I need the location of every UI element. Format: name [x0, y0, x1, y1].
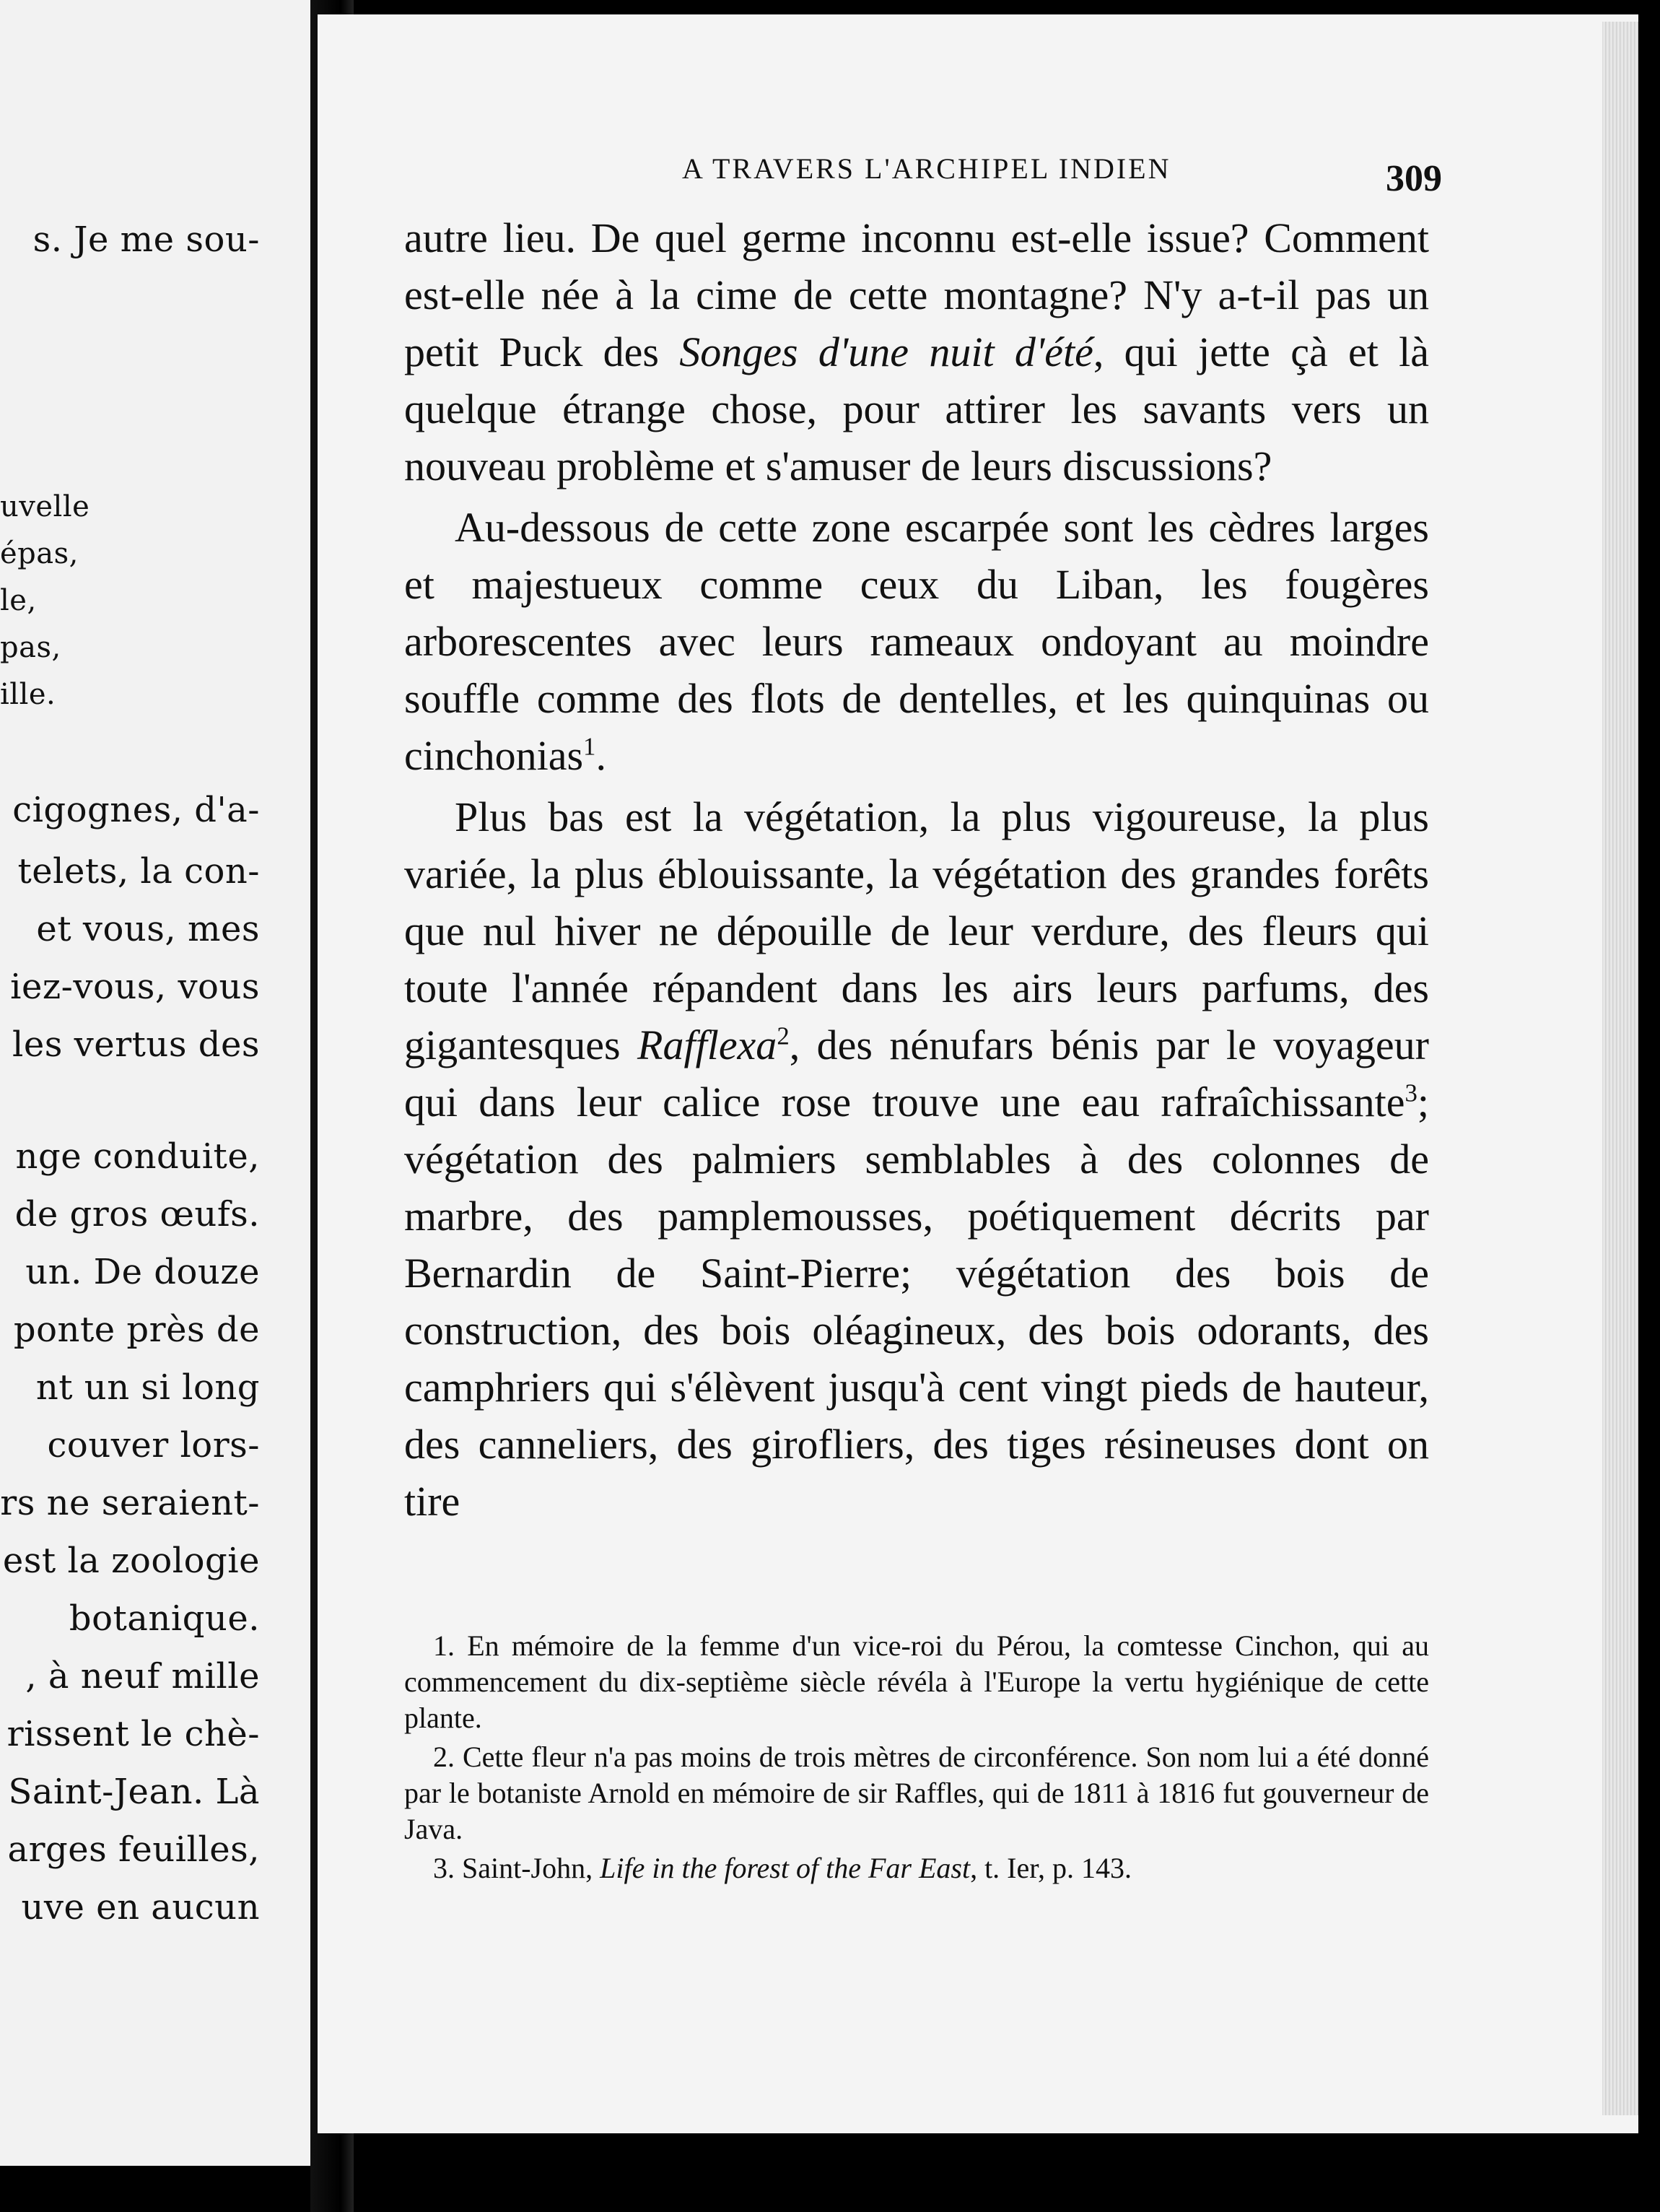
left-line: pas, [0, 631, 61, 664]
left-line: uvelle [0, 490, 90, 523]
italic-title: Songes d'une nuit d'été [679, 328, 1093, 375]
left-line: botanique. [69, 1598, 260, 1639]
text-run: Plus bas est la végétation, la plus vigoureuse, la plus variée, la plus éblouissante, la végétation des grandes forêts que nul hiver ne dépouille de leur verdure, des fleurs qui toute l'année répandent dans les airs leurs parfums, des gigantesques [404, 793, 1429, 1068]
left-page [0, 0, 310, 2166]
paragraph-2 [404, 499, 1429, 784]
left-line: de gros œufs. [14, 1194, 260, 1235]
left-line: Saint-Jean. Là [8, 1772, 260, 1812]
left-line: iez-vous, vous [10, 967, 260, 1007]
left-line: nge conduite, [15, 1136, 260, 1177]
italic-term: Rafflexa [637, 1022, 777, 1068]
left-line: et vous, mes [36, 909, 260, 949]
left-line: cigognes, d'a- [12, 790, 260, 830]
body-text [404, 209, 1429, 1530]
text-run: Au-dessous de cette zone escarpée sont les cèdres larges et majestueux comme ceux du Liban, les fougères arborescentes avec leurs rameaux ondoyant au moindre souffle comme des flots de dentelles, et les quinquinas ou cinchonias [404, 504, 1429, 779]
page-number: 309 [1386, 158, 1442, 199]
left-line: est la zoologie [2, 1541, 260, 1581]
text-run: , t. Ier, p. 143. [970, 1852, 1132, 1884]
left-line: arges feuilles, [7, 1829, 260, 1870]
text-run: ; végétation des palmiers semblables à des colonnes de marbre, des pamplemousses, poétiquement décrits par Bernardin de Saint-Pierre; végétation des bois de construction, des bois oléagineux, des bois odorants, des camphriers qui s'élèvent jusqu'à cent vingt pieds de hauteur, des canneliers, des girofliers, des tiges résineuses dont on tire [404, 1079, 1429, 1525]
left-line: les vertus des [12, 1024, 260, 1065]
left-line: uve en aucun [21, 1887, 260, 1928]
text-run: , qui jette çà et là quelque étrange chose, pour attirer les savants vers un nouveau problème et s'amuser de leurs discussions? [404, 328, 1429, 489]
footnote-ref: 1 [583, 732, 596, 761]
footnotes [404, 1628, 1429, 1889]
footnote-2: 2. Cette fleur n'a pas moins de trois mètres de circonférence. Son nom lui a été donné par le botaniste Arnold en mémoire de sir Raffles, qui de 1811 à 1816 fut gouverneur de Java. [404, 1741, 1429, 1845]
italic-title: Life in the forest of the Far East [600, 1852, 971, 1884]
text-run: autre lieu. De quel germe inconnu est-elle issue? Comment est-elle née à la cime de cette montagne? N'y a-t-il pas un petit Puck des [404, 214, 1429, 375]
footnote-ref: 2 [777, 1022, 790, 1050]
page-edges [1602, 22, 1638, 2115]
footnote-ref: 3 [1405, 1079, 1417, 1107]
left-line: s. Je me sou- [32, 219, 260, 260]
text-run: , des nénufars bénis par le voyageur qui dans leur calice rose trouve une eau rafraîchissante [404, 1022, 1429, 1125]
paragraph-1 [404, 209, 1429, 495]
footnote-1: 1. En mémoire de la femme d'un vice-roi du Pérou, la comtesse Cinchon, qui au commencement du dix-septième siècle révéla à l'Europe la vertu hygiénique de cette plante. [404, 1629, 1429, 1734]
left-line: épas, [0, 537, 79, 570]
footnote-3 [404, 1850, 1429, 1886]
paragraph-3 [404, 788, 1429, 1530]
text-run: . [595, 732, 606, 779]
running-head: A TRAVERS L'ARCHIPEL INDIEN [682, 152, 1171, 185]
left-line: couver lors- [47, 1425, 260, 1466]
left-page-text [0, 0, 310, 2166]
left-line: , à neuf mille [25, 1656, 260, 1697]
left-line: nt un si long [35, 1367, 260, 1408]
left-line: telets, la con- [17, 851, 260, 892]
left-line: le, [0, 584, 37, 617]
left-line: ponte près de [13, 1310, 260, 1350]
left-line: rissent le chè- [6, 1714, 260, 1754]
left-line: un. De douze [25, 1252, 260, 1292]
text-run: 3. Saint-John, [433, 1852, 600, 1884]
left-line: rs ne seraient- [0, 1483, 260, 1523]
left-line: ille. [0, 678, 56, 711]
